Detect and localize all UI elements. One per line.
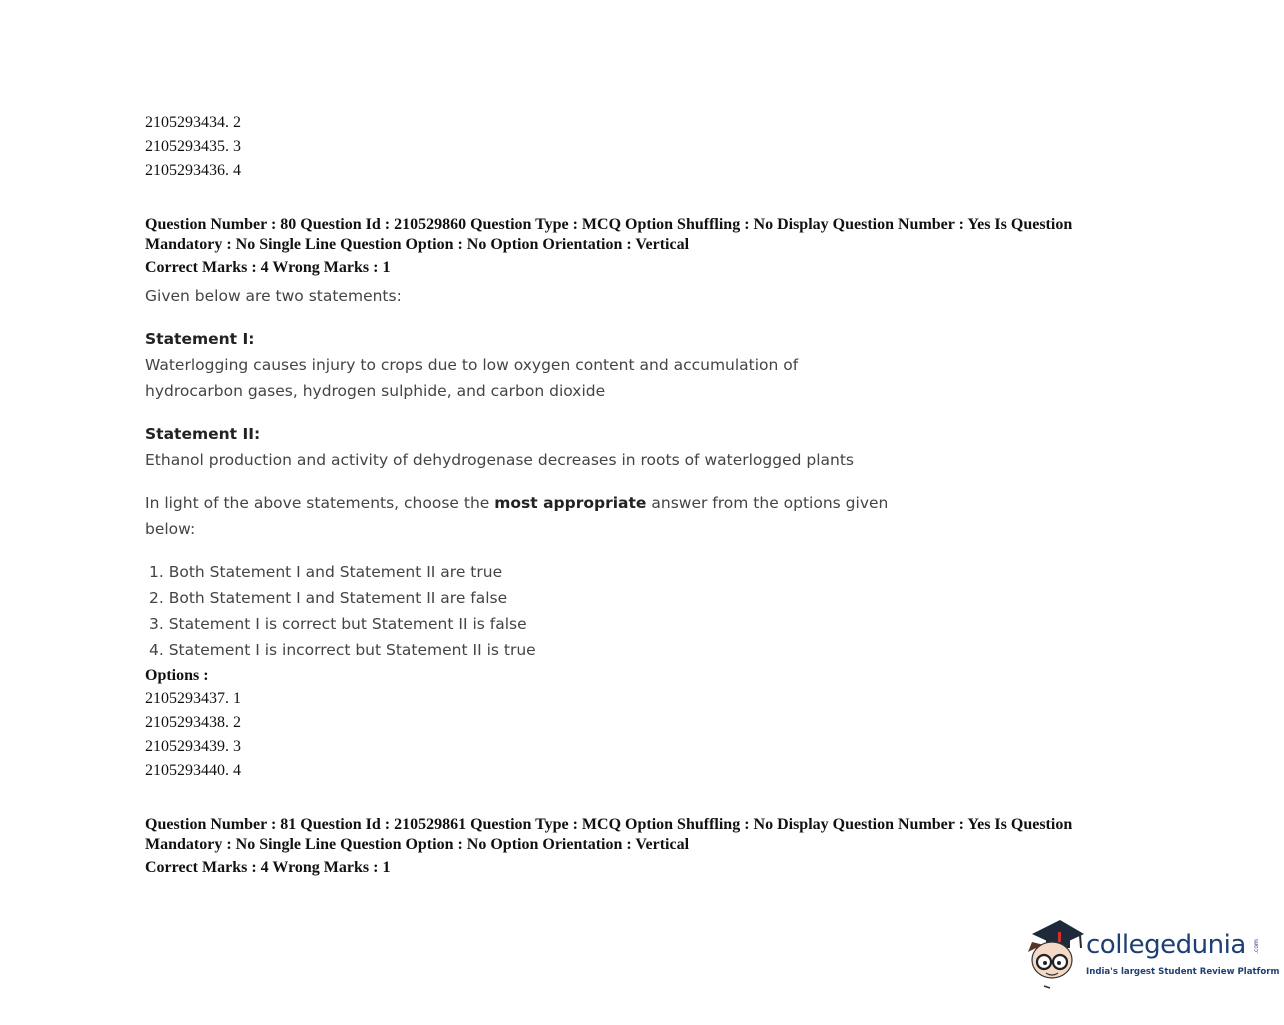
statement1-line1: Waterlogging causes injury to crops due to low oxygen content and accumulation of — [145, 356, 799, 374]
statement1-heading: Statement I: — [145, 330, 255, 348]
collegedunia-logo — [1024, 918, 1280, 993]
statement1-line2: hydrocarbon gases, hydrogen sulphide, and carbon dioxide — [145, 382, 606, 400]
statement2-text: Ethanol production and activity of dehydrogenase decreases in roots of waterlogged plants — [145, 451, 854, 469]
prompt-before: In light of the above statements, choose the — [145, 494, 495, 512]
prev-option-2: 2105293435. 3 — [145, 138, 241, 155]
choice-4: 4. Statement I is incorrect but Statement II is true — [149, 641, 536, 659]
q80-meta — [145, 215, 1155, 255]
logo-com: .com — [1252, 939, 1260, 954]
option-4: 2105293440. 4 — [145, 762, 241, 779]
q80-prompt-line2: below: — [145, 520, 196, 538]
choice-3: 3. Statement I is correct but Statement II is false — [149, 615, 527, 633]
prev-option-1: 2105293434. 2 — [145, 114, 241, 131]
q80-intro: Given below are two statements: — [145, 287, 402, 305]
prev-option-3: 2105293436. 4 — [145, 162, 241, 179]
prompt-bold: most appropriate — [494, 494, 647, 512]
q81-meta — [145, 815, 1155, 855]
option-3: 2105293439. 3 — [145, 738, 241, 755]
q80-prompt — [145, 494, 888, 512]
q81-meta-line2: Mandatory : No Single Line Question Option : No Option Orientation : Vertical — [145, 836, 690, 853]
q81-marks: Correct Marks : 4 Wrong Marks : 1 — [145, 859, 391, 876]
choice-2: 2. Both Statement I and Statement II are false — [149, 589, 508, 607]
statement2-heading: Statement II: — [145, 425, 261, 443]
logo-tagline: India's largest Student Review Platform — [1086, 967, 1280, 977]
q81-meta-line1: Question Number : 81 Question Id : 210529861 Question Type : MCQ Option Shuffling : No Display Question Number : Yes Is Question — [145, 816, 1073, 833]
mascot-icon — [1024, 918, 1086, 990]
q80-meta-line2: Mandatory : No Single Line Question Option : No Option Orientation : Vertical — [145, 236, 690, 253]
logo-name: collegedunia — [1086, 930, 1246, 960]
prompt-after: answer from the options given — [646, 494, 889, 512]
options-label: Options : — [145, 667, 209, 684]
choice-1: 1. Both Statement I and Statement II are true — [149, 563, 503, 581]
q80-marks: Correct Marks : 4 Wrong Marks : 1 — [145, 259, 391, 276]
option-1: 2105293437. 1 — [145, 690, 241, 707]
option-2: 2105293438. 2 — [145, 714, 241, 731]
q80-meta-line1: Question Number : 80 Question Id : 210529860 Question Type : MCQ Option Shuffling : No Display Question Number : Yes Is Question — [145, 216, 1073, 233]
